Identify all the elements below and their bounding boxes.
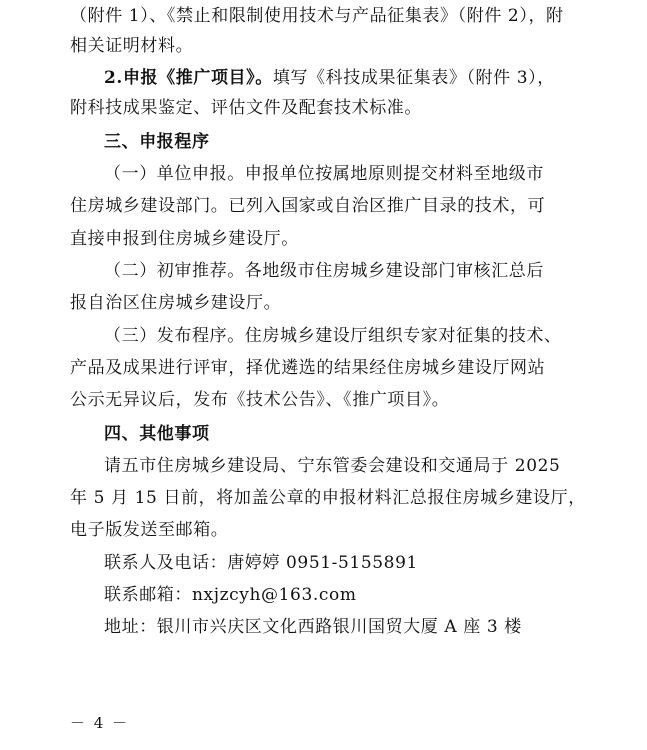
text-line-6: 住房城乡建设部门。已列入国家或自治区推广目录的技术，可 xyxy=(70,196,546,216)
text-line-4: 附科技成果鉴定、评估文件及配套技术标准。 xyxy=(70,98,422,118)
section-heading-4: 四、其他事项 xyxy=(104,424,210,444)
text-line-9: 报自治区住房城乡建设厅。 xyxy=(70,293,282,313)
text-line-5: （一）单位申报。申报单位按属地原则提交材料至地级市 xyxy=(104,164,544,184)
page-number: － 4 － xyxy=(70,714,130,732)
text-line-7: 直接申报到住房城乡建设厅。 xyxy=(70,229,299,249)
contact-email: 联系邮箱：nxjzcyh@163.com xyxy=(104,585,357,605)
text-line-15: 电子版发送至邮箱。 xyxy=(70,520,229,540)
text-line-1: （附件 1）、《禁止和限制使用技术与产品征集表》（附件 2），附 xyxy=(70,6,564,26)
contact-phone: 联系人及电话：唐婷婷 0951-5155891 xyxy=(104,553,418,573)
subheading-promotion: 2.申报《推广项目》。 xyxy=(104,68,273,88)
contact-address: 地址：银川市兴庆区文化西路银川国贸大厦 A 座 3 楼 xyxy=(104,617,522,637)
section-heading-3: 三、申报程序 xyxy=(104,132,210,152)
text-line-3 xyxy=(104,66,624,90)
text-line-2: 相关证明材料。 xyxy=(70,36,194,56)
text-line-12: 公示无异议后，发布《技术公告》、《推广项目》。 xyxy=(70,390,450,410)
text-line-3-rest: 填写《科技成果征集表》（附件 3）， xyxy=(272,68,555,88)
text-line-14: 年 5 月 15 日前，将加盖公章的申报材料汇总报住房城乡建设厅， xyxy=(70,488,586,508)
text-line-8: （二）初审推荐。各地级市住房城乡建设部门审核汇总后 xyxy=(104,261,544,281)
text-line-10: （三）发布程序。住房城乡建设厅组织专家对征集的技术、 xyxy=(104,326,562,346)
text-line-13: 请五市住房城乡建设局、宁东管委会建设和交通局于 2025 xyxy=(104,456,561,476)
text-line-11: 产品及成果进行评审，择优遴选的结果经住房城乡建设厅网站 xyxy=(70,358,546,378)
